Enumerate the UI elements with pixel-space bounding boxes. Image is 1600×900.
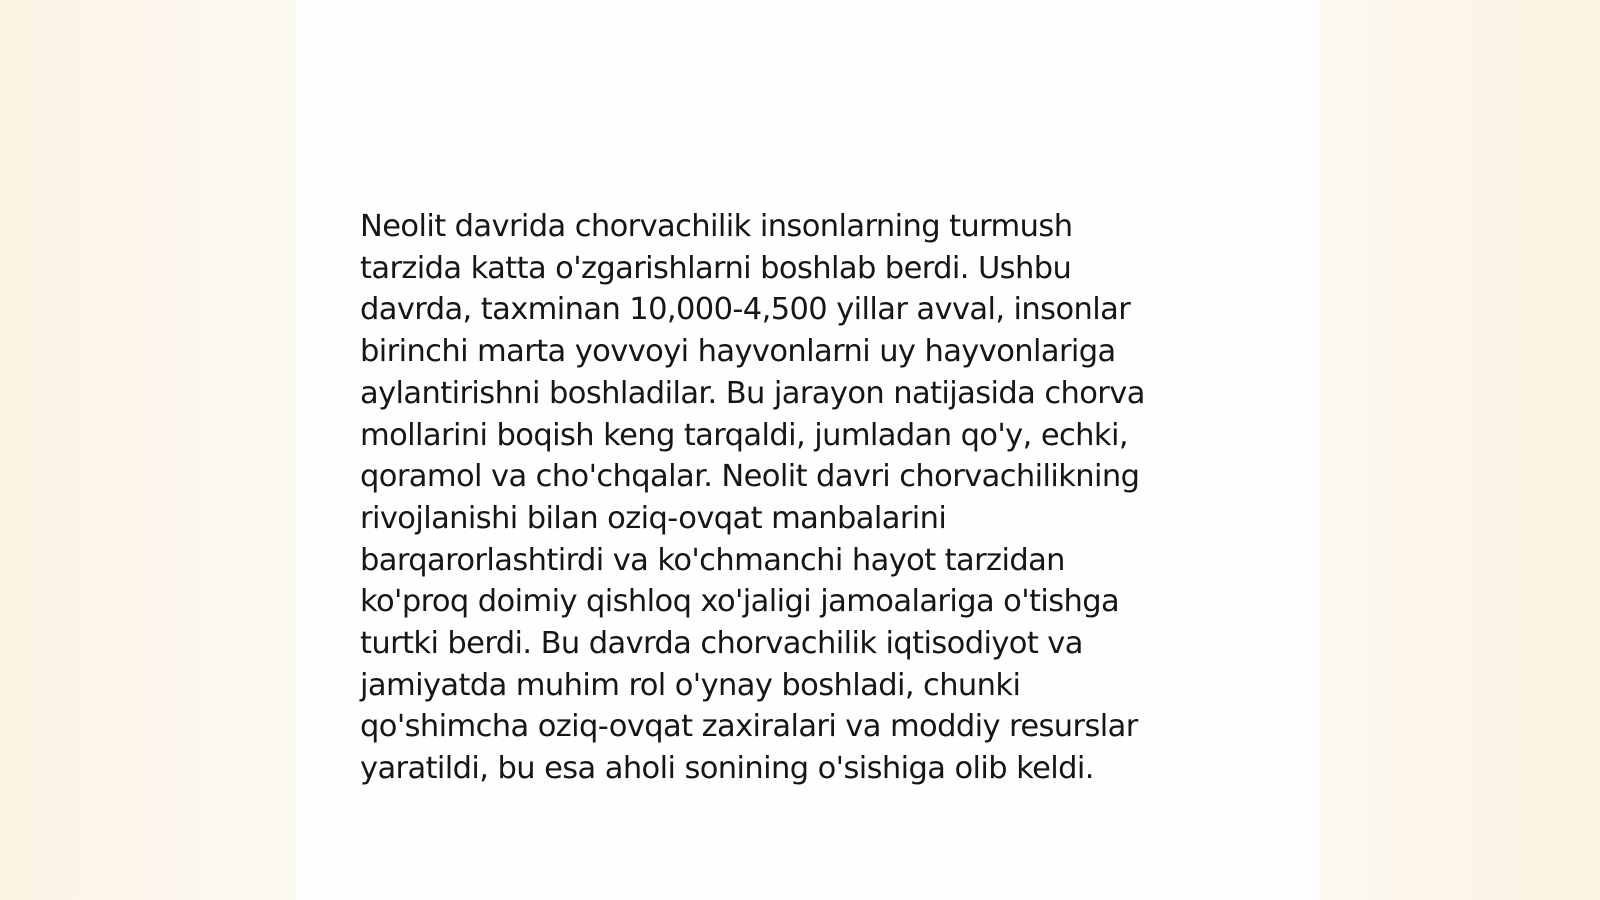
slide-body-text: Neolit davrida chorvachilik insonlarning turmush tarzida katta o'zgarishlarni boshlab berdi. Ushbu davrda, taxminan 10,000-4,500 yillar avval, insonlar birinchi marta yovvoyi hayvonlarni uy hayvonlariga aylantirishni boshladilar. Bu jarayon natijasida chorva mollarini boqish keng tarqaldi, jumladan qo'y, echki, qoramol va cho'chqalar. Neolit davri chorvachilikning rivojlanishi bilan oziq-ovqat manbalarini barqarorlashtirdi va ko'chmanchi hayot tarzidan ko'proq doimiy qishloq xo'jaligi jamoalariga o'tishga turtki berdi. Bu davrda chorvachilik iqtisodiyot va jamiyatda muhim rol o'ynay boshladi, chunki qo'shimcha oziq-ovqat zaxiralari va moddiy resurslar yaratildi, bu esa aholi sonining o'sishiga olib keldi. [360,209,1145,787]
